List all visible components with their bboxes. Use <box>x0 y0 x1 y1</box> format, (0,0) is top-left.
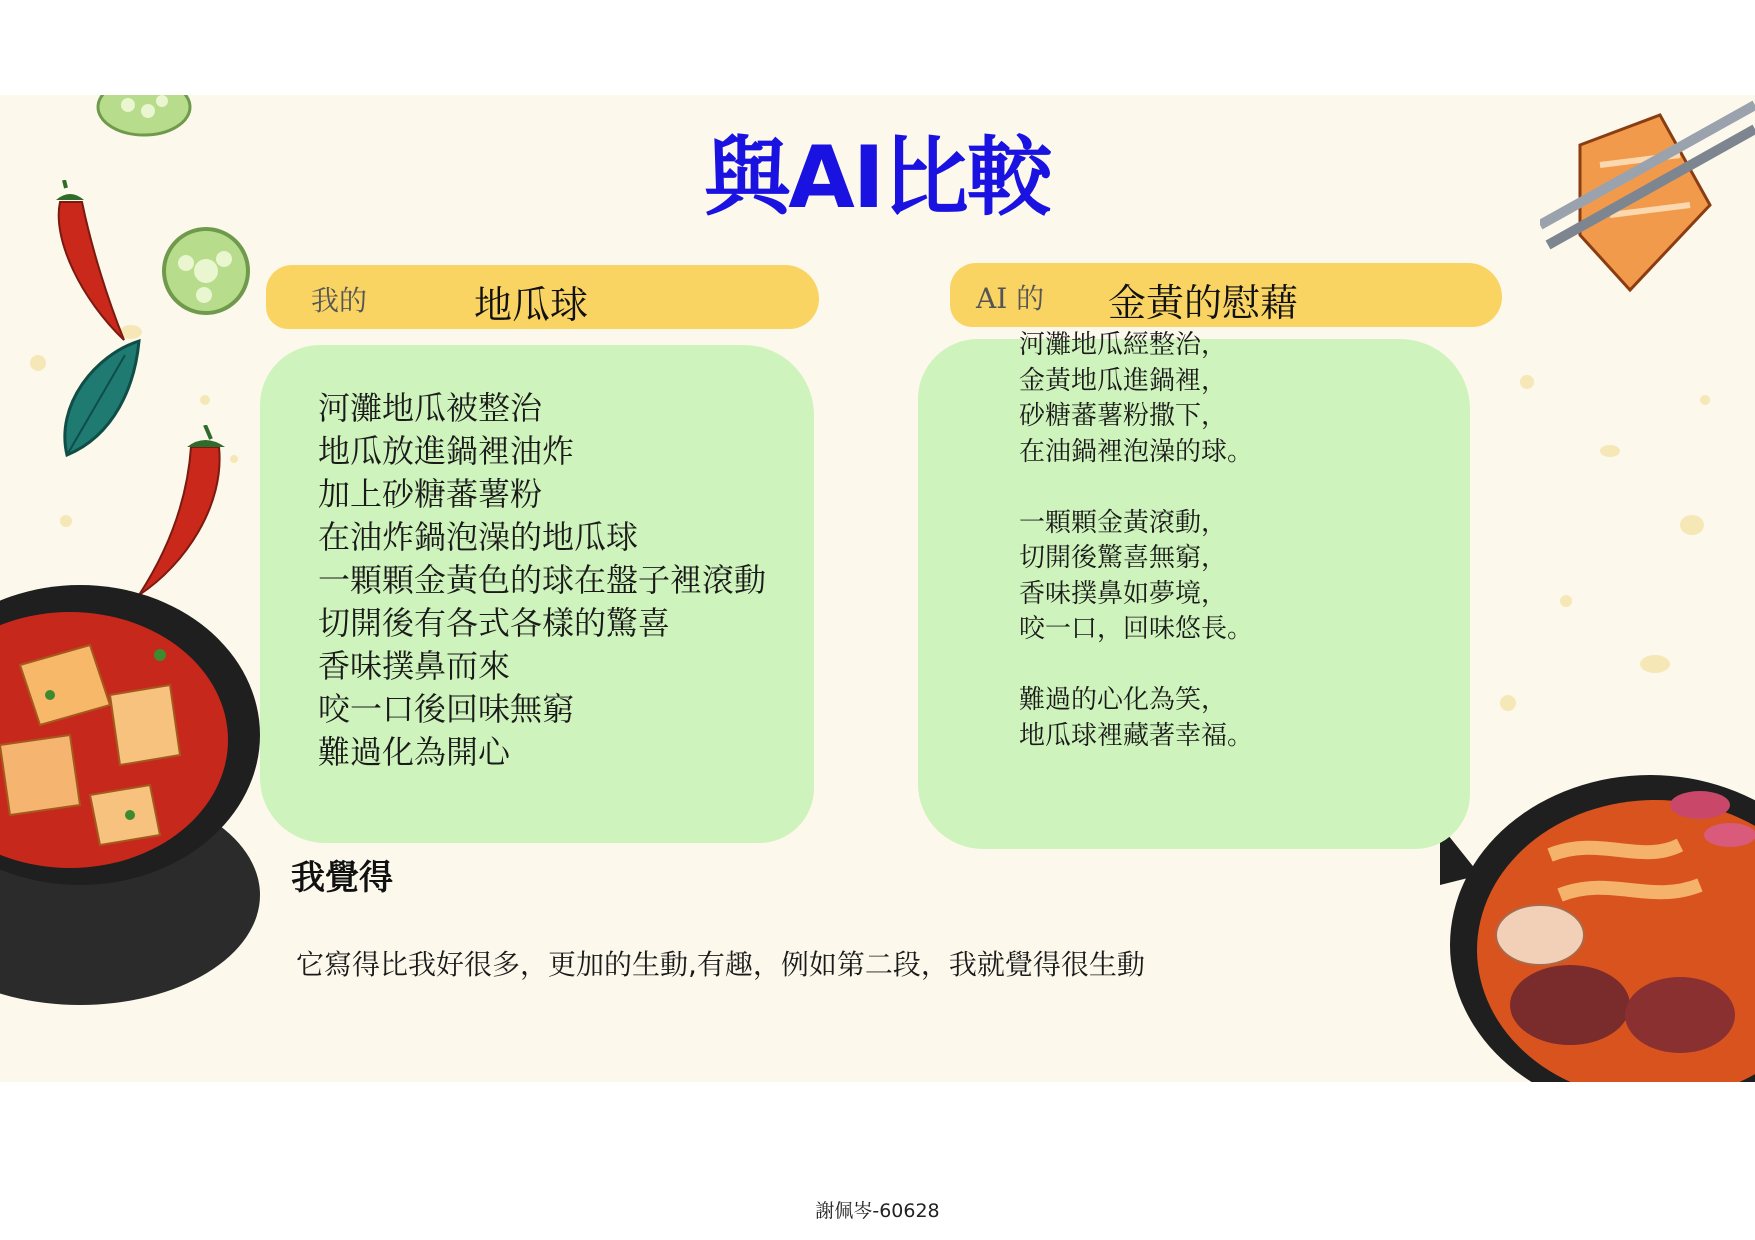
paint-splatter <box>1520 375 1534 389</box>
paint-splatter <box>1600 445 1620 457</box>
paint-splatter <box>1500 695 1516 711</box>
slide <box>0 95 1755 1082</box>
author-footer: 謝佩岑-60628 <box>815 1200 940 1222</box>
paint-splatter <box>1560 595 1572 607</box>
paint-splatter <box>1700 395 1710 405</box>
ai-poem-panel <box>918 330 1470 849</box>
mine-poem-text: 河灘地瓜被整治 地瓜放進鍋裡油炸 加上砂糖蕃薯粉 在油炸鍋泡澡的地瓜球 一顆顆金黃色的球在盤子裡滾動 切開後有各式各樣的驚喜 香味撲鼻而來 咬一口後回味無窮 難過化為開心 <box>318 389 767 771</box>
ai-poem-title: 金黃的慰藉 <box>1108 281 1299 325</box>
cucumber-slice-icon <box>160 225 252 317</box>
paint-splatter <box>200 395 210 405</box>
opinion-heading: 我覺得 <box>291 858 393 898</box>
mine-label-bar <box>266 265 819 329</box>
ai-label-bar <box>950 263 1502 327</box>
page-title: 與AI比較 <box>704 128 1051 228</box>
ai-prefix: AI 的 <box>976 282 1045 315</box>
paint-splatter <box>30 355 46 371</box>
stew-pot-icon <box>0 575 260 1005</box>
mine-poem-title: 地瓜球 <box>474 283 589 327</box>
opinion-text: 它寫得比我好很多，更加的生動,有趣，例如第二段，我就覺得很生動 <box>296 948 1145 981</box>
paint-splatter <box>1640 655 1670 673</box>
paint-splatter <box>1680 515 1704 535</box>
mine-prefix: 我的 <box>311 284 368 317</box>
ai-poem-text: 河灘地瓜經整治， 金黃地瓜進鍋裡， 砂糖蕃薯粉撒下， 在油鍋裡泡澡的球。 一顆顆金黃滾動， 切開後驚喜無窮， 香味撲鼻如夢境， 咬一口，回味悠長。 難過的心化為笑， 地瓜球裡藏著幸福。 <box>1019 330 1254 751</box>
leaf-icon <box>55 335 145 465</box>
paint-splatter <box>60 515 72 527</box>
mine-poem-panel <box>260 345 814 843</box>
